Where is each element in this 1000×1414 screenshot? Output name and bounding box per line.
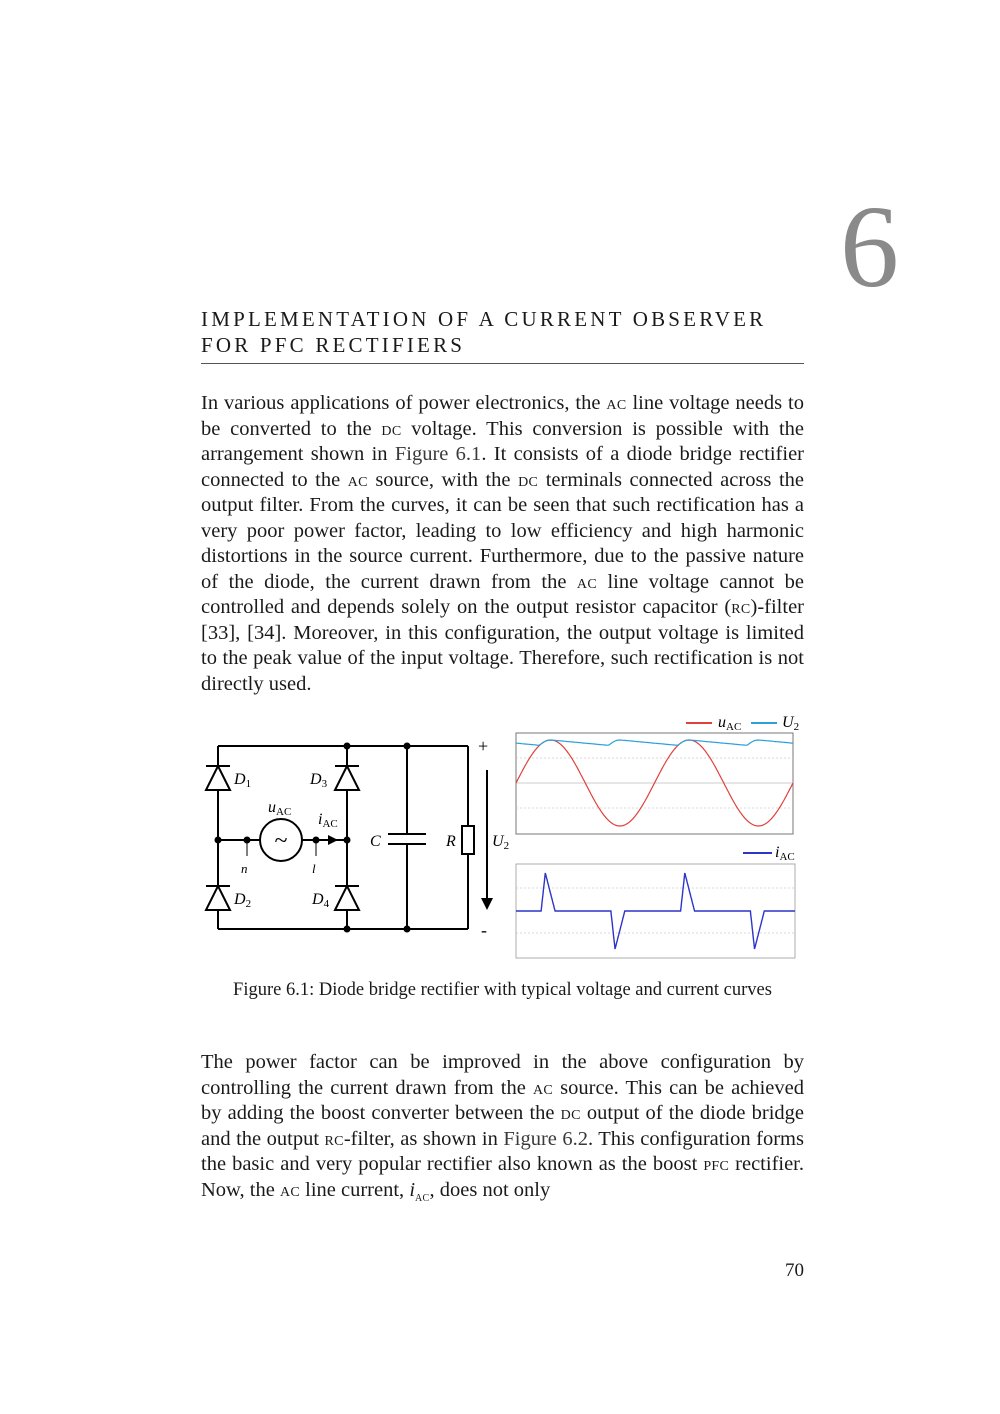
chapter-rule bbox=[201, 363, 804, 364]
diode-d3 bbox=[335, 766, 359, 790]
current-arrow-icon bbox=[328, 835, 338, 845]
abbr-pfc: pfc bbox=[703, 1153, 730, 1175]
chart-voltage bbox=[516, 714, 799, 834]
figure-svg bbox=[200, 708, 810, 968]
abbr-rc: rc bbox=[731, 596, 751, 618]
series-iac-line bbox=[516, 873, 795, 949]
label-iac: iAC bbox=[318, 811, 338, 830]
figure-link-6-2[interactable]: Figure 6.2 bbox=[503, 1127, 589, 1150]
figure-caption: Figure 6.1: Diode bridge rectifier with typical voltage and current curves bbox=[233, 980, 772, 1000]
label-d4: D4 bbox=[312, 891, 330, 910]
legend-uac: uAC bbox=[718, 714, 742, 733]
label-d2: D2 bbox=[234, 891, 252, 910]
figure-link[interactable]: Figure 6.1 bbox=[394, 443, 482, 465]
ac-source-icon: ~ bbox=[274, 828, 288, 854]
label-d3: D3 bbox=[310, 771, 328, 790]
label-uac: uAC bbox=[268, 799, 292, 818]
label-plus: + bbox=[478, 736, 489, 756]
abbr-ac: ac bbox=[606, 392, 627, 414]
label-r: R bbox=[446, 833, 456, 850]
figure-6-1 bbox=[200, 708, 810, 968]
label-c: C bbox=[370, 833, 381, 850]
legend-u2: U2 bbox=[782, 714, 800, 733]
chapter-title-line1: IMPLEMENTATION OF A CURRENT OBSERVER bbox=[201, 307, 767, 332]
label-u2: U2 bbox=[492, 833, 510, 852]
paragraph-2: The power factor can be improved in the above configuration by controlling the current drawn from the ac source. This can be achieved by adding the boost converter between the dc output of the diode bridge and the output rc-filter, as shown in Figure 6.2. This configuration forms the basic and very popular rectifier also known as the boost pfc rectifier. Now, the ac line current, $i_{ac}$, does not only bbox=[201, 1051, 805, 1205]
chapter-title-line2: FOR PFC RECTIFIERS bbox=[201, 333, 466, 358]
label-d1: D1 bbox=[234, 771, 252, 790]
page-number: 70 bbox=[785, 1260, 804, 1281]
diode-d4 bbox=[335, 886, 359, 910]
voltage-arrow-icon bbox=[481, 898, 493, 910]
chapter-number: 6 bbox=[840, 181, 899, 312]
abbr-dc: dc bbox=[381, 417, 402, 440]
label-minus: - bbox=[481, 920, 487, 940]
label-l: l bbox=[312, 861, 316, 876]
chart-current bbox=[516, 844, 795, 958]
chapter-title bbox=[201, 306, 821, 358]
diode-d1 bbox=[206, 766, 230, 790]
legend-iac: iAC bbox=[775, 844, 795, 863]
paragraph-1: In various applications of power electronics, the ac line voltage needs to be converted to the dc voltage. This conversion is possible with the arrangement shown in Figure 6.1. It consists of a diode bridge rectifier connected to the ac source, with the dc terminals connected across the output filter. From the curves, it can be seen that such rectification has a very poor power factor, leading to low efficiency and high harmonic distortions in the source current. Furthermore, due to the passive nature of the diode, the current drawn from the ac line voltage cannot be controlled and depends solely on the output resistor capacitor (rc)-filter [33], [34]. Moreover, in this configuration, the output voltage is limited to the peak value of the input voltage. Therefore, such rectification is not directly used. bbox=[201, 392, 804, 695]
label-n: n bbox=[241, 861, 248, 876]
diode-d2 bbox=[206, 886, 230, 910]
